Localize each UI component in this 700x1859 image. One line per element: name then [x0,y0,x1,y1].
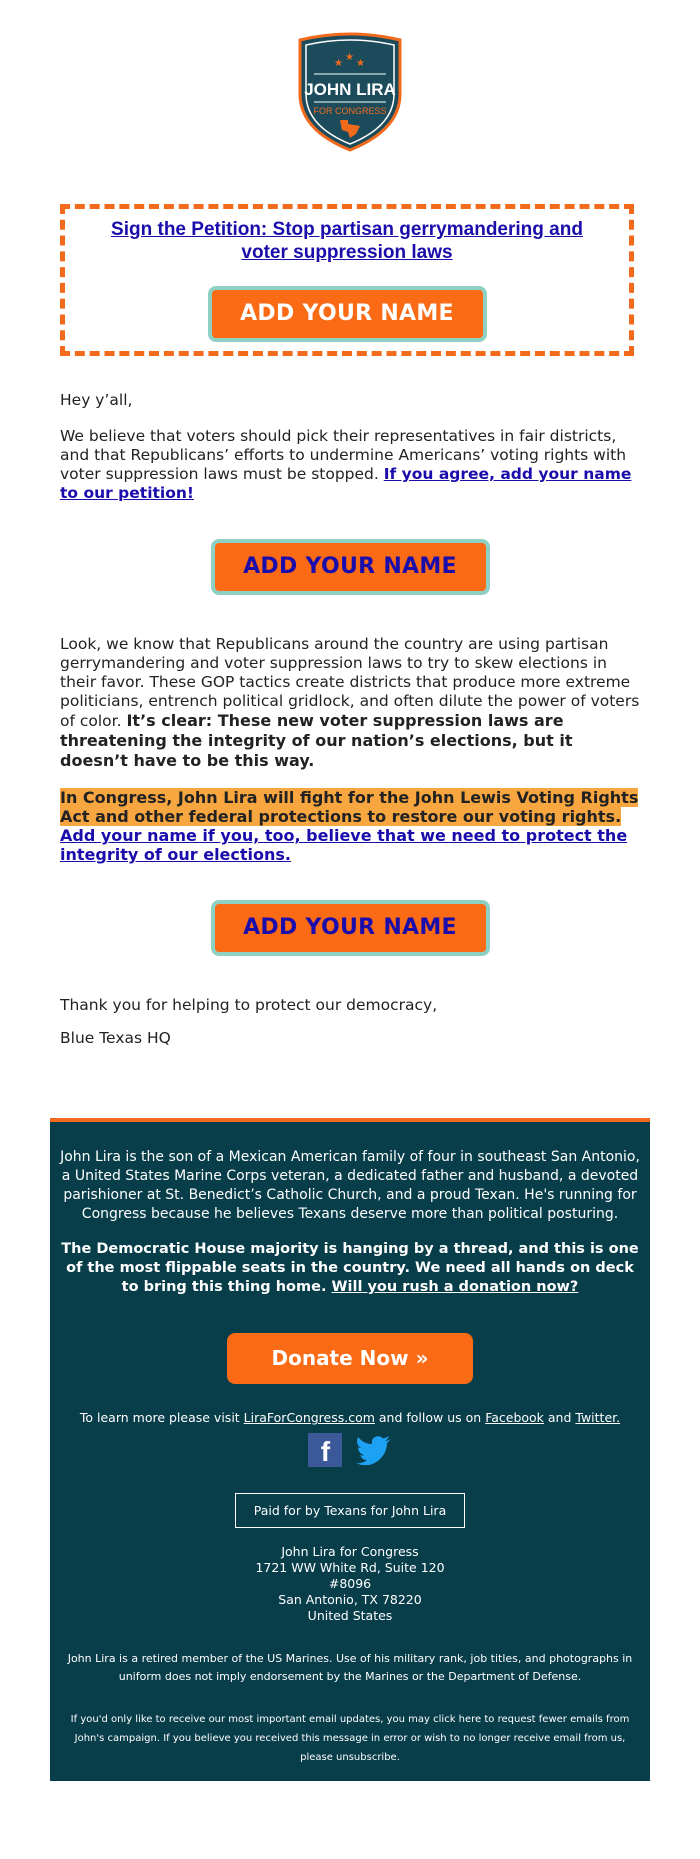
add-your-name-button-2[interactable]: ADD YOUR NAME [211,539,490,595]
paragraph-gerrymandering [60,635,640,771]
address-line: United States [307,1608,393,1623]
agree-petition-link[interactable]: If you agree, add your name to our petition! [60,465,632,502]
learn-prefix: To learn more please visit [79,1410,244,1425]
address-line: John Lira for Congress [281,1544,419,1559]
appeal-text: The Democratic House majority is hanging by a thread, and this is one of the most flippable seats in the country. We need all hands on deck to bring this thing home. [61,1241,639,1295]
facebook-link[interactable]: Facebook [485,1410,544,1425]
twitter-icon[interactable] [356,1435,392,1465]
letter-body [50,391,650,1048]
website-link[interactable]: LiraForCongress.com [243,1410,375,1425]
social-icons [60,1433,640,1467]
add-your-name-button[interactable]: ADD YOUR NAME [208,286,487,342]
paragraph-text: We believe that voters should pick their representatives in fair districts, and that Republicans’ efforts to undermine Americans’ voting rights with voter suppression laws must be stopped. [60,427,627,483]
petition-headline-link[interactable]: Sign the Petition: Stop partisan gerrymandering and voter suppression laws [111,219,583,263]
logo-subtitle-text: FOR CONGRESS [313,106,387,116]
paragraph-fair-districts [60,427,640,503]
svg-text:★: ★ [334,58,343,69]
email-body [50,0,650,1781]
twitter-link[interactable]: Twitter. [575,1410,621,1425]
facebook-icon[interactable]: f [308,1433,342,1467]
petition-callout [60,204,634,356]
footer [50,1118,650,1781]
john-lira-shield-logo [288,32,412,152]
rush-donation-link[interactable]: Will you rush a donation now? [331,1279,579,1295]
donation-appeal [60,1240,640,1297]
logo-area [50,0,650,180]
follow-text: and follow us on [374,1410,486,1425]
mailing-address [60,1544,640,1624]
address-line: San Antonio, TX 78220 [278,1592,422,1607]
svg-text:★: ★ [345,52,354,63]
logo-name-text: JOHN LIRA [304,80,396,99]
signature: Blue Texas HQ [60,1029,171,1047]
learn-more-line [60,1410,640,1425]
address-line: 1721 WW White Rd, Suite 120 [255,1560,445,1575]
greeting: Hey y’all, [60,391,133,409]
military-disclaimer: John Lira is a retired member of the US Marines. Use of his military rank, job titles, and photographs in uniform does not imply endorsement by the Marines or the Department of Defense. [67,1652,633,1683]
button-row [60,900,640,956]
and-text: and [543,1410,576,1425]
paragraph-text: Look, we know that Republicans around the country are using partisan gerrymandering and voter suppression laws to try to skew elections in their favor. These GOP tactics create districts that produce more extreme politicians, entrench political gridlock, and often dilute the power of voters of color. [60,635,640,730]
address-line: #8096 [328,1576,372,1591]
button-row [60,539,640,595]
signoff: Thank you for helping to protect our democracy, [60,996,438,1014]
unsubscribe-notice: If you'd only like to receive our most important email updates, you may click here to request fewer emails from John's campaign. If you believe you received this message in error or wish to no longer receive email from us, please unsubscribe. [70,1714,630,1763]
highlighted-text: In Congress, John Lira will fight for the John Lewis Voting Rights Act and other federal protections to restore our voting rights. [60,788,639,826]
svg-text:★: ★ [356,58,365,69]
paid-for-disclaimer: Paid for by Texans for John Lira [235,1493,465,1528]
candidate-bio: John Lira is the son of a Mexican American family of four in southeast San Antonio, a United States Marine Corps veteran, a dedicated father and husband, a devoted parishioner at St. Benedict’s Catholic Church, and a proud Texan. He's running for Congress because he believes Texans deserve more than political posturing. [60,1149,640,1222]
paragraph-john-lewis [60,788,640,864]
donate-now-button[interactable]: Donate Now » [227,1333,473,1384]
add-your-name-button-3[interactable]: ADD YOUR NAME [211,900,490,956]
protect-elections-link[interactable]: Add your name if you, too, believe that we need to protect the integrity of our elections. [60,826,628,864]
paragraph-bold-text: It’s clear: These new voter suppression laws are threatening the integrity of our nation’s elections, but it doesn’t have to be this way. [60,711,573,770]
